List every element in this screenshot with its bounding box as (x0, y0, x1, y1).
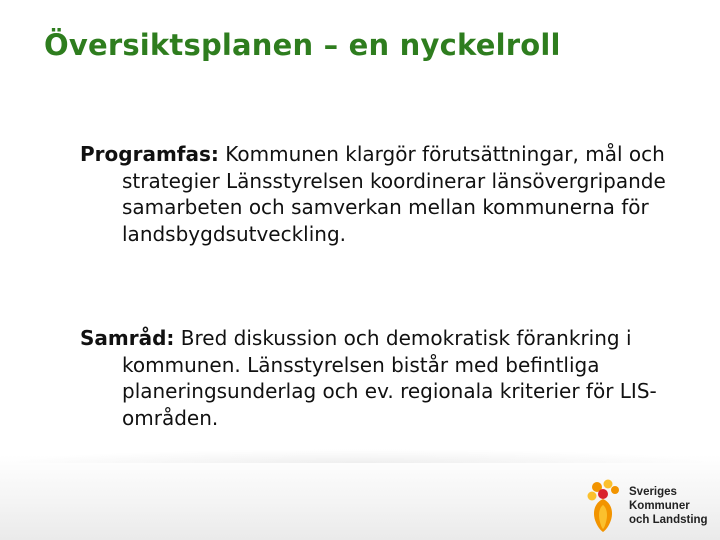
paragraph-label: Samråd: (80, 326, 175, 350)
paragraph-label: Programfas: (80, 142, 219, 166)
logo-line: Sveriges (629, 486, 677, 498)
paragraph-samrad (80, 325, 720, 431)
paragraph-text: Bred diskussion och demokratisk förankring i kommunen. Länsstyrelsen bistår med befintliga planeringsunderlag och ev. regionala kriterier för LIS-områden. (122, 326, 657, 430)
logo-line: och Landsting (629, 514, 708, 526)
logo-line: Kommuner (629, 500, 690, 512)
skl-flower-figure-icon (584, 478, 624, 534)
logo-wordmark (629, 485, 708, 527)
paragraph-text: Kommunen klargör förutsättningar, mål och strategier Länsstyrelsen koordinerar länsövergripande samarbeten och samverkan mellan kommunerna för landsbygdsutveckling. (122, 142, 666, 246)
paragraph-programfas (80, 141, 720, 247)
slide-title: Översiktsplanen – en nyckelroll (44, 28, 561, 62)
skl-logo (584, 478, 708, 534)
